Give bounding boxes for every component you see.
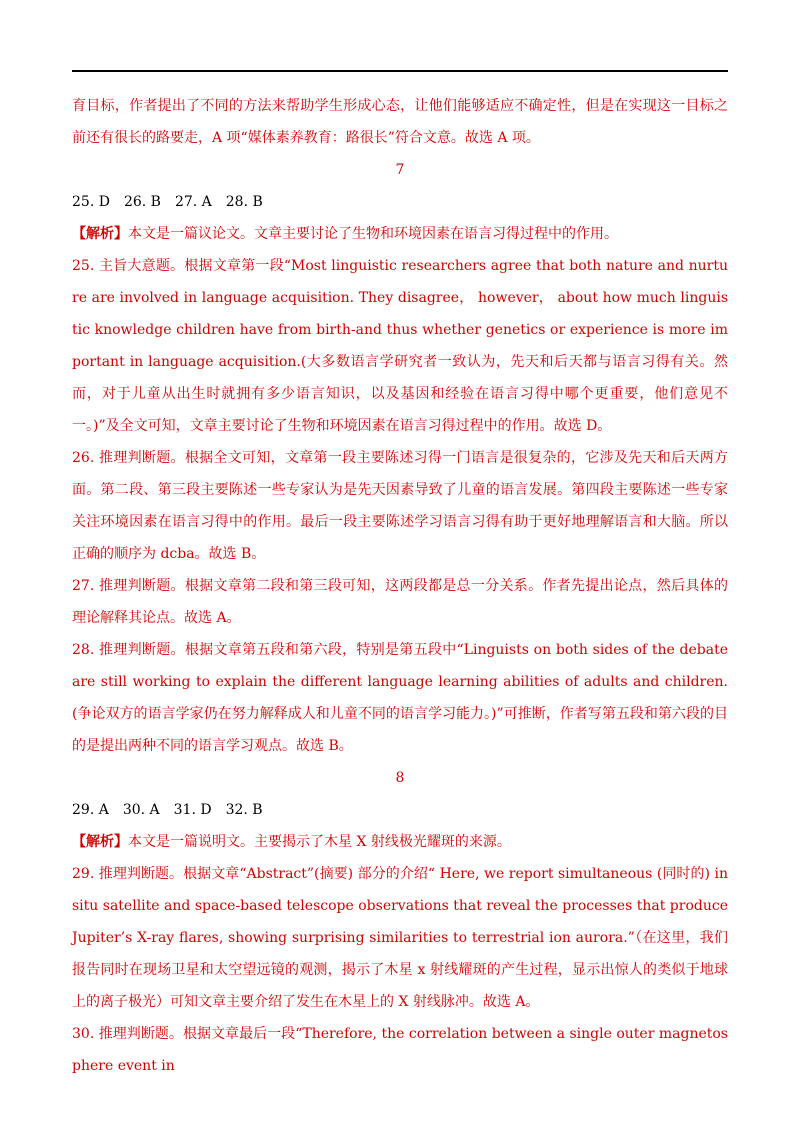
header-rule — [72, 70, 728, 72]
analysis-text: 本文是一篇议论文。文章主要讨论了生物和环境因素在语言习得过程中的作用。 — [128, 226, 618, 242]
question-explanation: 30. 推理判断题。根据文章最后一段“Therefore, the correlation between a single outer magnetosphere event in — [72, 1026, 728, 1074]
question-explanation: 25. 主旨大意题。根据文章第一段“Most linguistic researchers agree that both nature and nurture are involved in language acquisition. They disagree， however， about how much linguistic knowledge children have from birth-and thus whether genetics or experience is more important in language acquisition.(大多数语言学研究者一致认为，先天和后天都与语言习得有关。然而，对于儿童从出生时就拥有多少语言知识，以及基因和经验在语言习得中哪个更重要，他们意见不一。)”及全文可知，文章主要讨论了生物和环境因素在语言习得过程中的作用。故选 D。 — [72, 258, 728, 434]
answer-key: 29. A 30. A 31. D 32. B — [72, 802, 263, 818]
question-explanation: 29. 推理判断题。根据文章“Abstract”(摘要) 部分的介绍“ Here, we report simultaneous (同时的) in situ satellite and space-based telescope observations that reveal the processes that produce Jupiter’s X-ray flares, showing surprising similarities to terrestrial ion aurora.”（在这里，我们报告同时在现场卫星和太空望远镜的观测，揭示了木星 x 射线耀斑的产生过程，显示出惊人的类似于地球上的离子极光）可知文章主要介绍了发生在木星上的 X 射线脉冲。故选 A。 — [72, 866, 728, 1010]
analysis-text: 本文是一篇说明文。主要揭示了木星 X 射线极光耀斑的来源。 — [128, 834, 511, 850]
answer-key: 25. D 26. B 27. A 28. B — [72, 194, 263, 210]
analysis-paragraph — [72, 218, 728, 250]
analysis-paragraph — [72, 826, 728, 858]
analysis-tag: 【解析】 — [72, 834, 128, 850]
document-body — [72, 90, 728, 1082]
passage-number: 8 — [395, 770, 405, 786]
question-explanation: 28. 推理判断题。根据文章第五段和第六段，特别是第五段中“Linguists on both sides of the debate are still working to explain the different language learning abilities of adults and children.(争论双方的语言学家仍在努力解释成人和儿童不同的语言学习能力。)”可推断，作者写第五段和第六段的目的是提出两种不同的语言学习观点。故选 B。 — [72, 642, 728, 754]
analysis-tag: 【解析】 — [72, 226, 128, 242]
intro-paragraph: 育目标，作者提出了不同的方法来帮助学生形成心态，让他们能够适应不确定性，但是在实现这一目标之前还有很长的路要走，A 项“媒体素养教育：路很长”符合文意。故选 A 项。 — [72, 98, 728, 146]
passage-number: 7 — [395, 162, 405, 178]
question-explanation: 27. 推理判断题。根据文章第二段和第三段可知，这两段都是总一分关系。作者先提出论点，然后具体的理论解释其论点。故选 A。 — [72, 578, 728, 626]
question-explanation: 26. 推理判断题。根据全文可知，文章第一段主要陈述习得一门语言是很复杂的，它涉及先天和后天两方面。第二段、第三段主要陈述一些专家认为是先天因素导致了儿童的语言发展。第四段主要陈述一些专家关注环境因素在语言习得中的作用。最后一段主要陈述学习语言习得有助于更好地理解语言和大脑。所以正确的顺序为 dcba。故选 B。 — [72, 450, 728, 562]
